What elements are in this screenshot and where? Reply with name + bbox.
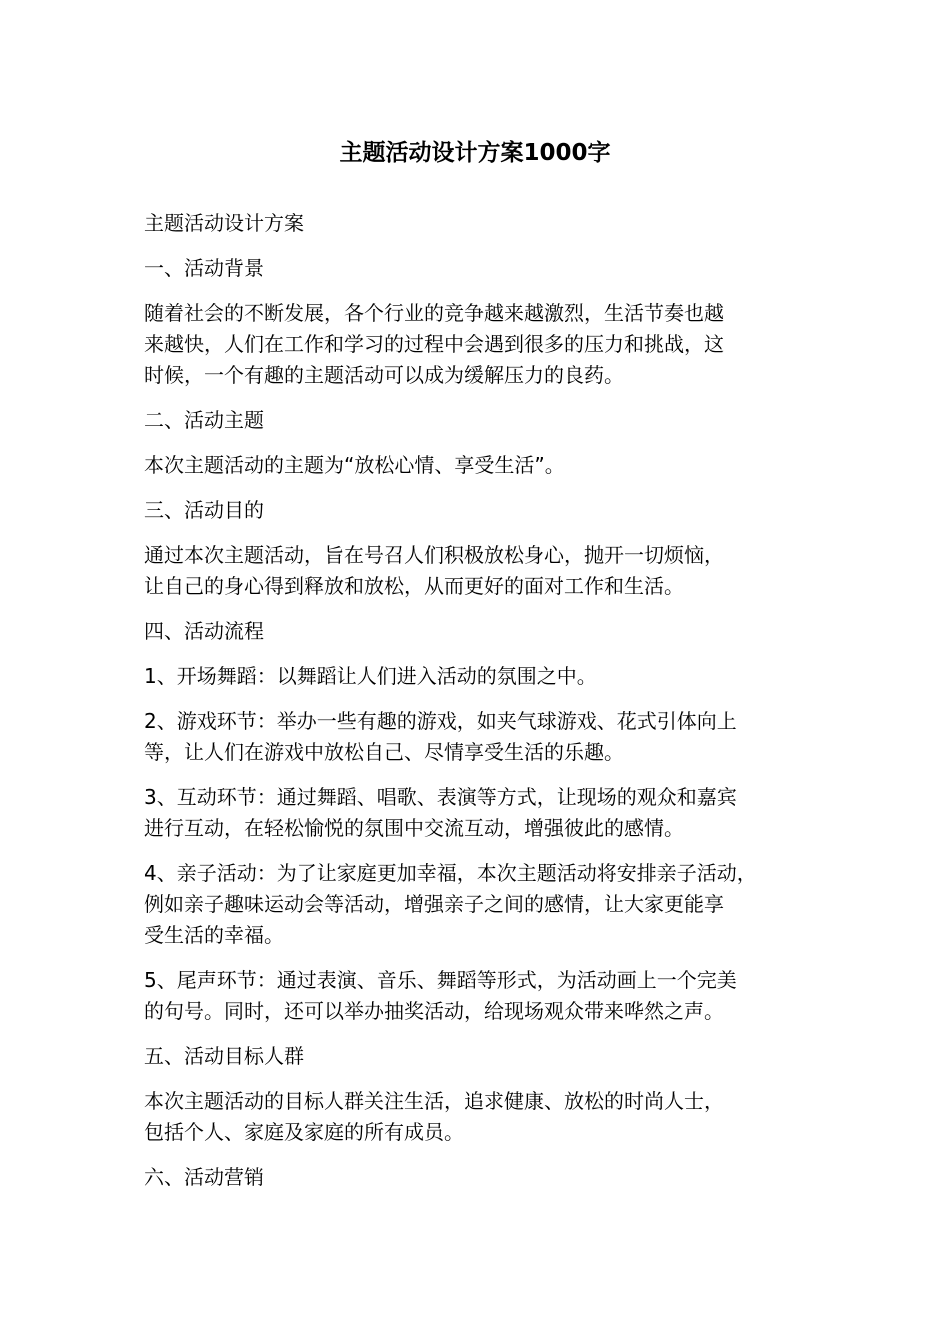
paragraph-line: 三、活动目的 <box>144 498 264 522</box>
paragraph-line: 受生活的幸福。 <box>144 923 284 947</box>
paragraph <box>144 858 824 951</box>
paragraph-line: 随着社会的不断发展，各个行业的竞争越来越激烈，生活节奏也越 <box>144 301 724 325</box>
paragraph-line: 二、活动主题 <box>144 408 264 432</box>
paragraph <box>144 782 824 844</box>
paragraph <box>144 1041 824 1072</box>
paragraph-line: 五、活动目标人群 <box>144 1044 304 1068</box>
paragraph-line: 进行互动，在轻松愉悦的氛围中交流互动，增强彼此的感情。 <box>144 816 684 840</box>
paragraph <box>144 1162 824 1193</box>
paragraph-line: 1、开场舞蹈：以舞蹈让人们进入活动的氛围之中。 <box>144 664 597 688</box>
paragraph-line: 主题活动设计方案 <box>144 211 304 235</box>
paragraph-line: 来越快，人们在工作和学习的过程中会遇到很多的压力和挑战，这 <box>144 332 724 356</box>
paragraph-line: 的句号。同时，还可以举办抽奖活动，给现场观众带来哗然之声。 <box>144 999 724 1023</box>
paragraph-line: 3、互动环节：通过舞蹈、唱歌、表演等方式，让现场的观众和嘉宾 <box>144 785 737 809</box>
paragraph <box>144 706 824 768</box>
paragraph-line: 本次主题活动的主题为“放松心情、享受生活”。 <box>144 453 565 477</box>
paragraph <box>144 495 824 526</box>
paragraph-line: 4、亲子活动：为了让家庭更加幸福，本次主题活动将安排亲子活动， <box>144 861 757 885</box>
paragraph <box>144 661 824 692</box>
paragraph-line: 包括个人、家庭及家庭的所有成员。 <box>144 1120 464 1144</box>
paragraph <box>144 1086 824 1148</box>
paragraph-line: 四、活动流程 <box>144 619 264 643</box>
paragraph-line: 时候，一个有趣的主题活动可以成为缓解压力的良药。 <box>144 363 624 387</box>
paragraph-line: 一、活动背景 <box>144 256 264 280</box>
paragraph <box>144 540 824 602</box>
paragraph-line: 让自己的身心得到释放和放松，从而更好的面对工作和生活。 <box>144 574 684 598</box>
paragraph <box>144 450 824 481</box>
document-body <box>144 208 824 1207</box>
paragraph-line: 六、活动营销 <box>144 1165 264 1189</box>
paragraph-line: 2、游戏环节：举办一些有趣的游戏，如夹气球游戏、花式引体向上 <box>144 709 737 733</box>
paragraph <box>144 298 824 391</box>
paragraph <box>144 253 824 284</box>
paragraph <box>144 965 824 1027</box>
paragraph <box>144 405 824 436</box>
paragraph <box>144 208 824 239</box>
paragraph-line: 通过本次主题活动，旨在号召人们积极放松身心，抛开一切烦恼， <box>144 543 724 567</box>
paragraph <box>144 616 824 647</box>
paragraph-line: 5、尾声环节：通过表演、音乐、舞蹈等形式，为活动画上一个完美 <box>144 968 737 992</box>
paragraph-line: 本次主题活动的目标人群关注生活，追求健康、放松的时尚人士， <box>144 1089 724 1113</box>
document-title: 主题活动设计方案1000字 <box>339 140 611 166</box>
paragraph-line: 等，让人们在游戏中放松自己、尽情享受生活的乐趣。 <box>144 740 624 764</box>
paragraph-line: 例如亲子趣味运动会等活动，增强亲子之间的感情，让大家更能享 <box>144 892 724 916</box>
